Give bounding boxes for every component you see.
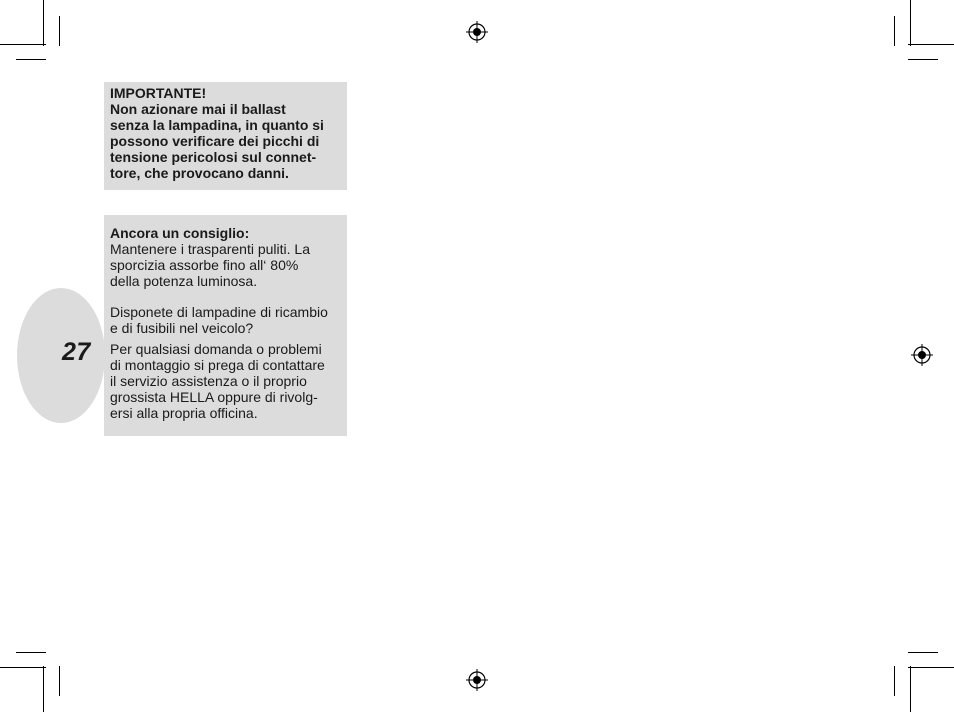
crop-mark bbox=[16, 652, 46, 653]
important-notice-box bbox=[104, 82, 347, 190]
tip-paragraph-clean-lenses: Mantenere i trasparenti puliti. La sporcizia assorbe fino all‘ 80% della potenza luminosa. bbox=[110, 241, 310, 289]
crop-mark bbox=[16, 59, 46, 60]
crop-mark bbox=[910, 666, 911, 712]
crop-mark bbox=[43, 666, 44, 712]
crop-mark bbox=[910, 0, 911, 46]
crop-mark bbox=[908, 59, 938, 60]
registration-mark-icon bbox=[466, 21, 488, 43]
crop-mark bbox=[59, 666, 60, 696]
tip-paragraph-support: Per qualsiasi domanda o problemi di montaggio si prega di contattare il servizio assistenza o il proprio grossista HELLA oppure di rivolg- ersi alla propria officina. bbox=[110, 341, 325, 421]
crop-mark bbox=[908, 44, 954, 45]
crop-mark bbox=[908, 667, 954, 668]
important-text: Non azionare mai il ballast senza la lampadina, in quanto si possono verificare dei picchi di tensione pericolosi sul connet- tore, che provocano danni. bbox=[110, 101, 324, 181]
crop-mark bbox=[0, 44, 46, 45]
crop-mark bbox=[43, 0, 44, 46]
registration-mark-icon bbox=[466, 669, 488, 691]
crop-mark bbox=[894, 666, 895, 696]
crop-mark bbox=[0, 667, 46, 668]
crop-mark bbox=[894, 16, 895, 46]
tip-paragraph-spare-parts: Disponete di lampadine di ricambio e di fusibili nel veicolo? bbox=[110, 304, 328, 336]
crop-mark bbox=[59, 16, 60, 46]
crop-mark bbox=[908, 652, 938, 653]
tip-box bbox=[104, 215, 347, 436]
tip-heading: Ancora un consiglio: bbox=[110, 225, 250, 241]
page-tab bbox=[17, 288, 105, 423]
page-number: 27 bbox=[62, 338, 91, 366]
important-heading: IMPORTANTE! bbox=[110, 85, 207, 101]
registration-mark-icon bbox=[911, 344, 933, 366]
